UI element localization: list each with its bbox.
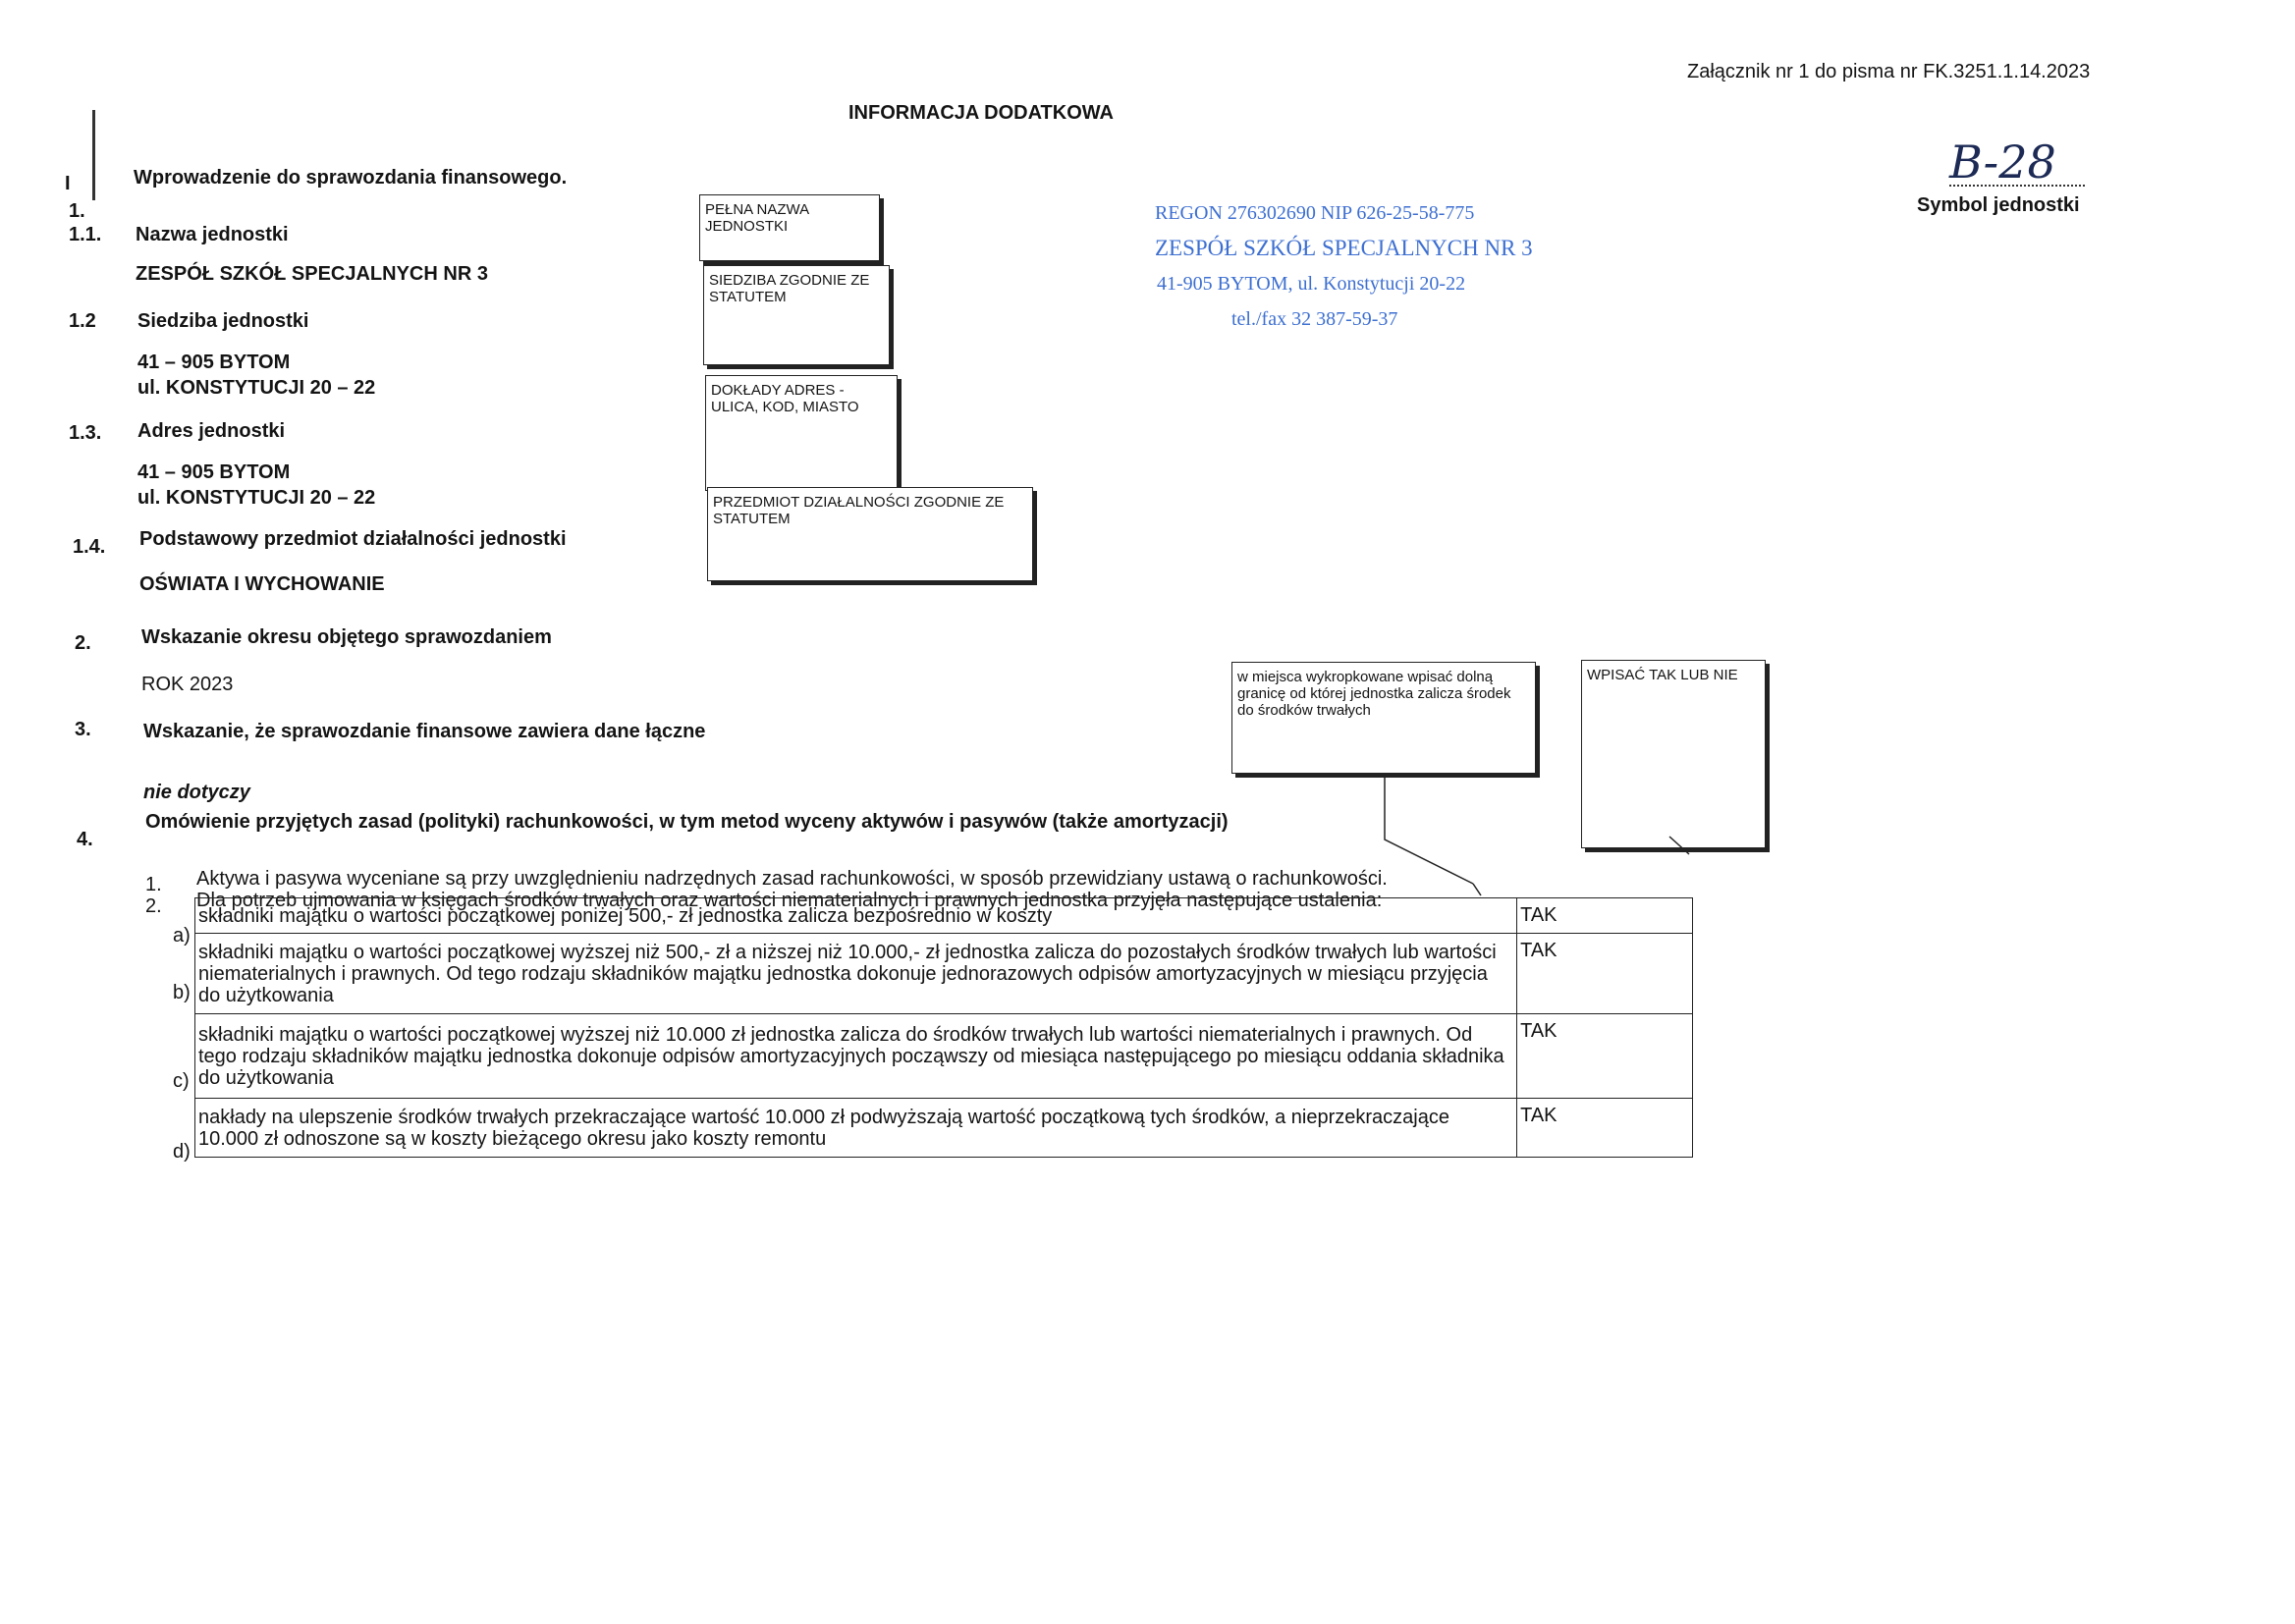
- section-1-2-num: 1.2: [69, 310, 96, 332]
- combined-data-value: nie dotyczy: [143, 782, 250, 803]
- section-3-label: Wskazanie, że sprawozdanie finansowe zawiera dane łączne: [143, 721, 706, 742]
- stamp-regon: REGON 276302690 NIP 626-25-58-775: [1155, 202, 1475, 224]
- policy-point-2-text: Dla potrzeb ujmowania w księgach środków trwałych oraz wartości niematerialnych i prawnych jednostka przyjęła następujące ustalenia:: [196, 890, 1383, 911]
- row-c-text: składniki majątku o wartości początkowej wyższej niż 10.000 zł jednostka zalicza do środków trwałych lub wartości niematerialnych i prawnych. Od tego rodzaju składników majątku jednostka dokonuje odpisów amortyzacyjnych począwszy od miesiąca następującego po miesiącu oddania składnika do użytkowania: [195, 1014, 1517, 1099]
- period-value: ROK 2023: [141, 674, 234, 695]
- policy-point-2-num: 2.: [145, 895, 162, 917]
- table-row: [195, 898, 1693, 934]
- address-street-value: ul. KONSTYTUCJI 20 – 22: [137, 487, 376, 509]
- row-d-text: nakłady na ulepszenie środków trwałych przekraczające wartość 10.000 zł podwyższają wartość początkową tych środków, a nieprzekraczające 10.000 zł odnoszone są w koszty bieżącego okresu jako koszty remontu: [195, 1099, 1517, 1158]
- policy-point-1-text: Aktywa i pasywa wyceniane są przy uwzględnieniu nadrzędnych zasad rachunkowości, w sposób przewidziany ustawą o rachunkowości.: [196, 868, 1388, 890]
- row-d-letter: d): [173, 1141, 191, 1163]
- seat-city-value: 41 – 905 BYTOM: [137, 352, 291, 373]
- row-a-letter: a): [173, 925, 191, 947]
- callout-activity: PRZEDMIOT DZIAŁALNOŚCI ZGODNIE ZE STATUTEM: [707, 487, 1033, 581]
- document-title: INFORMACJA DODATKOWA: [848, 102, 1114, 124]
- symbol-label: Symbol jednostki: [1917, 194, 2080, 216]
- row-c-letter: c): [173, 1070, 190, 1092]
- symbol-handwritten: B-28: [1949, 135, 2056, 189]
- section-4-num: 4.: [77, 829, 93, 850]
- section-1-num: 1.: [69, 200, 85, 222]
- section-2-num: 2.: [75, 632, 91, 654]
- table-row: [195, 1014, 1693, 1099]
- row-b-answer: TAK: [1517, 934, 1693, 1014]
- stamp-name: ZESPÓŁ SZKÓŁ SPECJALNYCH NR 3: [1155, 236, 1533, 260]
- callout-address: DOKŁADY ADRES - ULICA, KOD, MIASTO: [705, 375, 898, 491]
- stamp-phone: tel./fax 32 387-59-37: [1231, 308, 1398, 330]
- section-1-2-label: Siedziba jednostki: [137, 310, 309, 332]
- section-1-3-label: Adres jednostki: [137, 420, 286, 442]
- section-1-1-label: Nazwa jednostki: [136, 224, 289, 245]
- table-row: [195, 1099, 1693, 1158]
- section-1-1-num: 1.1.: [69, 224, 102, 245]
- address-city-value: 41 – 905 BYTOM: [137, 461, 291, 483]
- annex-reference: Załącznik nr 1 do pisma nr FK.3251.1.14.2023: [1687, 61, 2091, 82]
- stamp-address: 41-905 BYTOM, ul. Konstytucji 20-22: [1157, 273, 1466, 295]
- callout-yes-no: WPISAĆ TAK LUB NIE: [1581, 660, 1766, 848]
- section-4-label: Omówienie przyjętych zasad (polityki) rachunkowości, w tym metod wyceny aktywów i pasywów (także amortyzacji): [145, 811, 1229, 833]
- row-c-answer: TAK: [1517, 1014, 1693, 1099]
- policy-point-1-num: 1.: [145, 874, 162, 895]
- activity-value: OŚWIATA I WYCHOWANIE: [139, 573, 385, 595]
- section-3-num: 3.: [75, 719, 91, 740]
- row-d-answer: TAK: [1517, 1099, 1693, 1158]
- row-b-text: składniki majątku o wartości początkowej wyższej niż 500,- zł a niższej niż 10.000,- zł jednostka zalicza do pozostałych środków trwałych lub wartości niematerialnych i prawnych. Od tego rodzaju składników majątku jednostka dokonuje jednorazowych odpisów amortyzacyjnych w miesiącu przyjęcia do użytkowania: [195, 934, 1517, 1014]
- section-2-label: Wskazanie okresu objętego sprawozdaniem: [141, 626, 552, 648]
- unit-name-value: ZESPÓŁ SZKÓŁ SPECJALNYCH NR 3: [136, 263, 488, 285]
- row-a-answer: TAK: [1517, 898, 1693, 934]
- section-1-num-top: I: [65, 173, 71, 194]
- callout-full-name: PEŁNA NAZWA JEDNOSTKI: [699, 194, 880, 261]
- row-a-text: składniki majątku o wartości początkowej poniżej 500,- zł jednostka zalicza bezpośrednio w koszty: [195, 898, 1517, 934]
- policy-table: [194, 897, 1693, 1158]
- section-1-4-label: Podstawowy przedmiot działalności jednostki: [139, 528, 567, 550]
- callout-lower-limit: w miejsca wykropkowane wpisać dolną granicę od której jednostka zalicza środek do środków trwałych: [1231, 662, 1536, 774]
- callout-seat: SIEDZIBA ZGODNIE ZE STATUTEM: [703, 265, 890, 365]
- row-b-letter: b): [173, 982, 191, 1003]
- section-1-3-num: 1.3.: [69, 422, 102, 444]
- section-1-4-num: 1.4.: [73, 536, 106, 558]
- table-row: [195, 934, 1693, 1014]
- section-1-label: Wprowadzenie do sprawozdania finansowego.: [134, 167, 568, 189]
- seat-street-value: ul. KONSTYTUCJI 20 – 22: [137, 377, 376, 399]
